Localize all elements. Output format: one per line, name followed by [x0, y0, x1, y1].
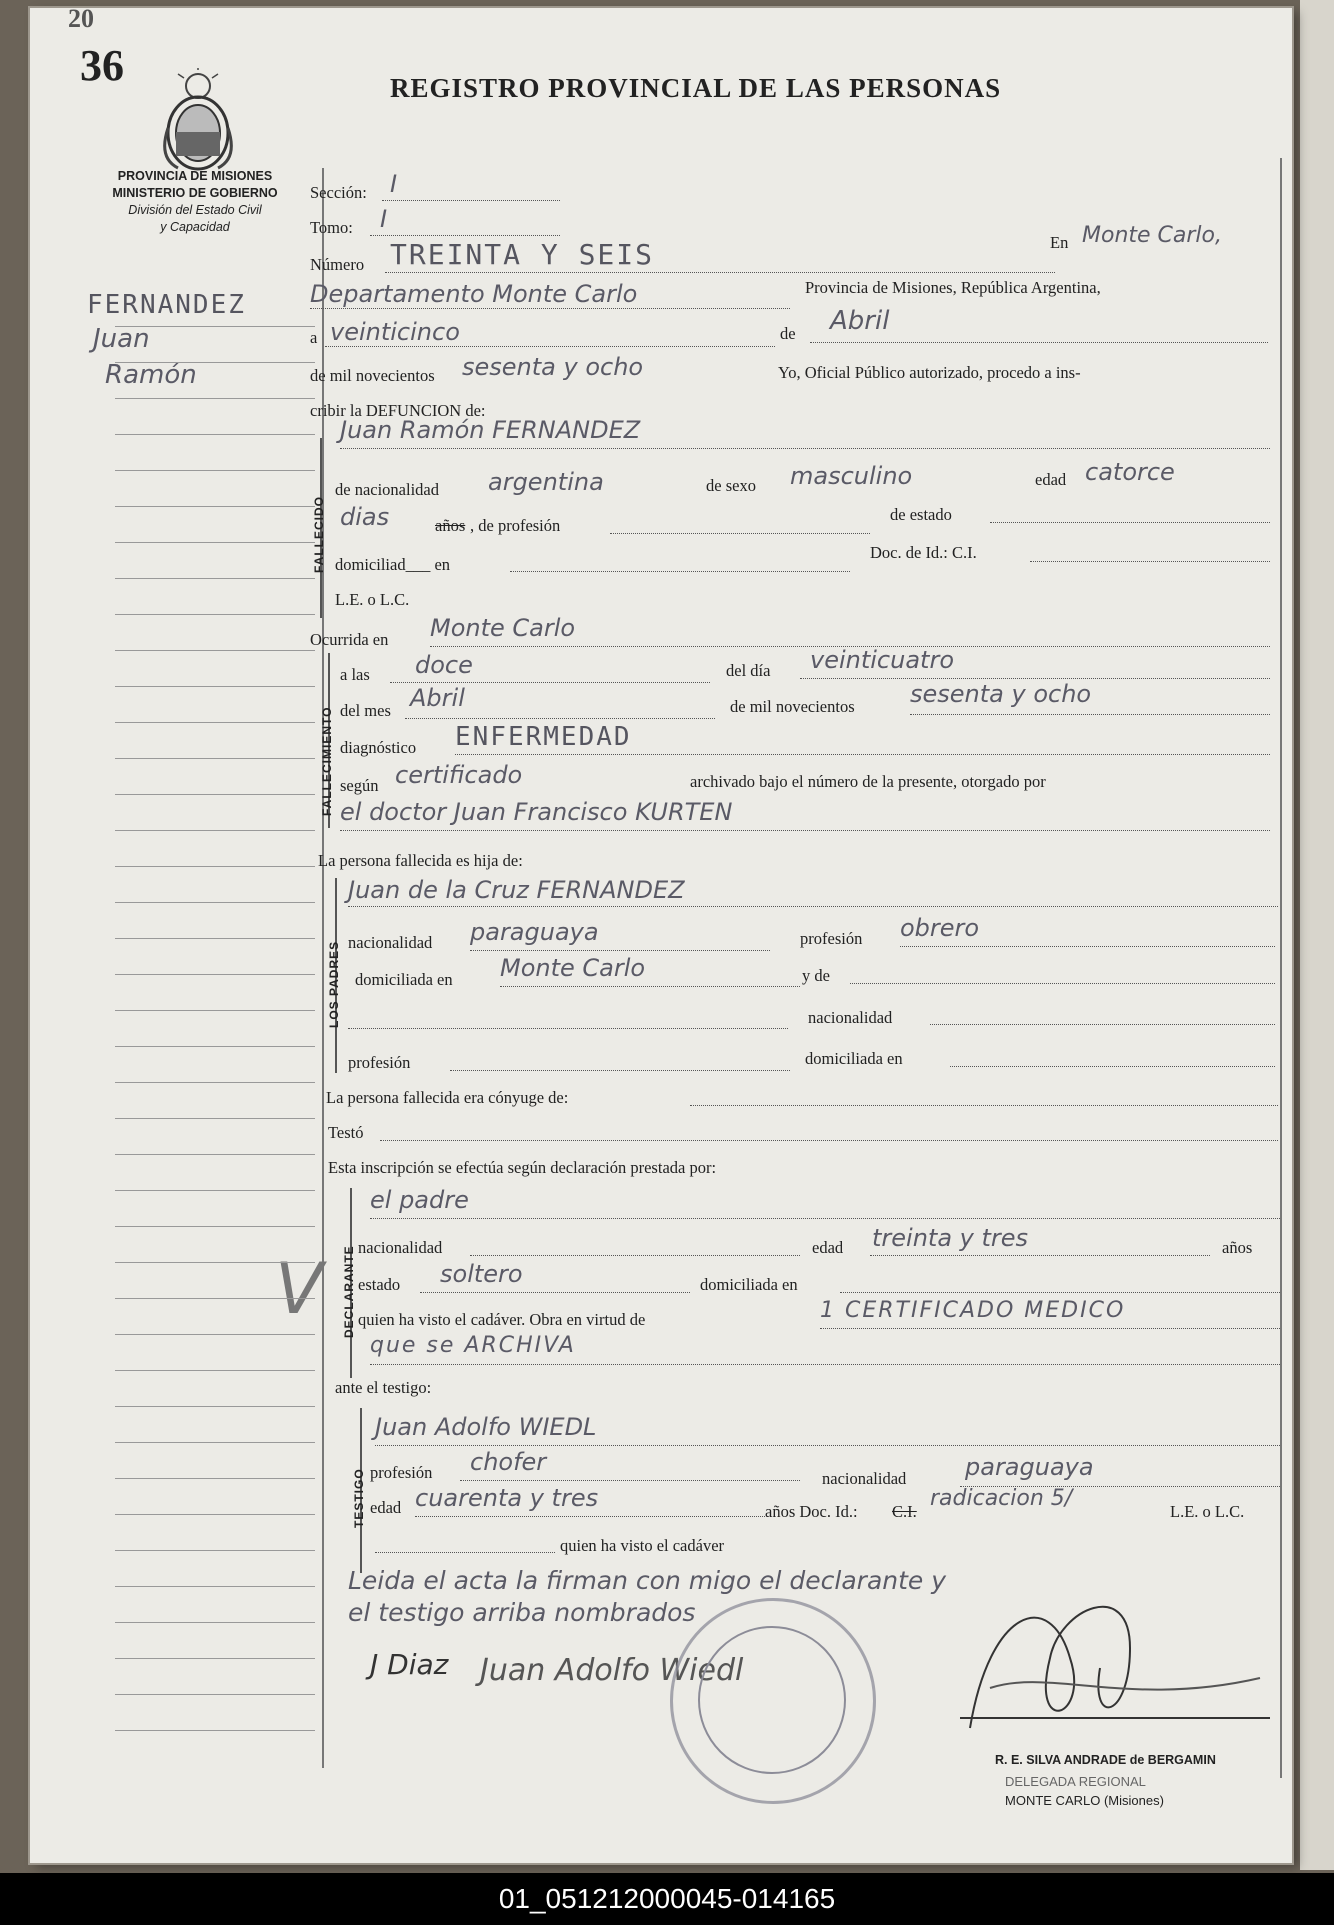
fill-numero — [385, 272, 1055, 273]
value-hora: doce — [415, 651, 473, 679]
fill-testo — [380, 1140, 1278, 1141]
label-t-anos-doc: años Doc. Id.: — [765, 1502, 858, 1521]
side-label-fallecido: FALLECIDO — [312, 496, 326, 573]
label-de-nacionalidad: de nacionalidad — [335, 480, 439, 499]
margin-rule-line — [115, 938, 315, 939]
fill-madre — [850, 983, 1275, 984]
fill-obra-virtud — [820, 1328, 1280, 1329]
value-numero: TREINTA Y SEIS — [390, 238, 655, 271]
margin-rule-line — [115, 902, 315, 903]
margin-rule-line — [115, 1442, 315, 1443]
label-a-las: a las — [340, 665, 370, 684]
fill-tomo — [370, 235, 560, 236]
margin-rule-line — [115, 1370, 315, 1371]
value-padre-profesion: obrero — [900, 914, 980, 942]
margin-rule-line — [115, 1586, 315, 1587]
margin-rule-line — [115, 1730, 315, 1731]
label-nacionalidad2: nacionalidad — [808, 1008, 893, 1027]
image-id-footer: 01_051212000045-014165 — [0, 1873, 1334, 1925]
label-tomo: Tomo: — [310, 218, 353, 237]
fill-conyuge — [690, 1105, 1278, 1106]
label-d-edad: edad — [812, 1238, 844, 1257]
margin-rule-line — [115, 1010, 315, 1011]
label-nacionalidad: nacionalidad — [348, 933, 433, 952]
fill-padre-profesion — [900, 946, 1275, 947]
fill-padre — [348, 906, 1278, 907]
label-segun: según — [340, 776, 379, 795]
margin-rule-line — [115, 1154, 315, 1155]
margin-rule-line — [115, 1514, 315, 1515]
value-en: Monte Carlo, — [1082, 223, 1222, 248]
fill-nombre — [340, 448, 1270, 449]
fill-madre-profesion — [450, 1070, 790, 1071]
label-de-sexo: de sexo — [706, 476, 756, 495]
margin-rule-line — [115, 326, 315, 327]
label-domiciliada-en: domiciliada en — [355, 970, 453, 989]
margin-rule-line — [115, 1622, 315, 1623]
page-number: 36 — [80, 41, 124, 90]
margin-rule-line — [115, 794, 315, 795]
label-conyuge: La persona fallecida era cónyuge de: — [326, 1088, 569, 1107]
margin-rule-line — [115, 1334, 315, 1335]
fill-mes-inscr — [810, 342, 1268, 343]
margin-rule-line — [115, 542, 315, 543]
value-testigo-profesion: chofer — [470, 1448, 547, 1476]
margin-rule-line — [115, 614, 315, 615]
label-inscripcion: Esta inscripción se efectúa según declaración prestada por: — [328, 1158, 717, 1177]
label-d-estado: estado — [358, 1275, 401, 1294]
coat-of-arms-icon — [158, 68, 238, 178]
fill-padre-domicilio — [500, 986, 800, 987]
label-de-estado: de estado — [890, 505, 952, 524]
value-declarante-estado: soltero — [440, 1260, 523, 1288]
margin-rule-line — [115, 1478, 315, 1479]
label-t-le-lc: L.E. o L.C. — [1170, 1502, 1245, 1521]
signature-declarante: J Diaz — [370, 1648, 449, 1681]
label-t-ci: C.I. — [892, 1502, 917, 1521]
label-d-anos: años — [1222, 1238, 1253, 1257]
value-anio-inscr: sesenta y ocho — [462, 353, 644, 381]
value-nombre: Juan Ramón FERNANDEZ — [340, 416, 641, 444]
value-dia: veinticuatro — [810, 646, 954, 674]
value-leida: Leida el acta la firman con migo el declarante y — [348, 1566, 947, 1595]
value-nacionalidad: argentina — [488, 468, 604, 496]
margin-secondname: Ramón — [105, 360, 197, 390]
label-del-mes: del mes — [340, 701, 391, 720]
fill-diagnostico — [455, 754, 1270, 755]
margin-rule-line — [115, 1406, 315, 1407]
label-domiciliado: domiciliad___ en — [335, 555, 451, 574]
label-a: a — [310, 328, 318, 347]
margin-rule-line — [115, 434, 315, 435]
label-de-mil2: de mil novecientos — [730, 697, 855, 716]
ministry-line4: y Capacidad — [160, 220, 230, 234]
label-de: de — [780, 324, 796, 343]
label-yo-oficial: Yo, Oficial Público autorizado, procedo a ins- — [778, 363, 1081, 382]
label-ante-testigo: ante el testigo: — [335, 1378, 432, 1397]
value-testigo: Juan Adolfo WIEDL — [375, 1413, 597, 1441]
label-numero: Número — [310, 255, 365, 274]
fill-d-nacionalidad — [470, 1255, 800, 1256]
value-mes: Abril — [410, 684, 465, 712]
label-le-lc: L.E. o L.C. — [335, 590, 410, 609]
value-obra-virtud: 1 CERTIFICADO MEDICO — [820, 1298, 1126, 1323]
margin-rule-line — [115, 1082, 315, 1083]
label-diagnostico: diagnóstico — [340, 738, 417, 757]
value-leida2: el testigo arriba nombrados — [348, 1598, 696, 1627]
margin-rule-line — [115, 974, 315, 975]
side-label-declarante: DECLARANTE — [342, 1245, 356, 1338]
label-testo: Testó — [328, 1123, 364, 1142]
margin-rule-line — [115, 578, 315, 579]
label-provincia: Provincia de Misiones, República Argentina, — [805, 278, 1101, 297]
label-hija-de: La persona fallecida es hija de: — [318, 851, 523, 870]
right-border — [1280, 158, 1282, 1778]
margin-firstname: Juan — [93, 324, 150, 354]
margin-rule-line — [115, 686, 315, 687]
fill-dia — [800, 678, 1270, 679]
margin-check-mark: V — [275, 1248, 323, 1330]
label-seccion: Sección: — [310, 183, 367, 202]
document-title: REGISTRO PROVINCIAL DE LAS PERSONAS — [390, 73, 1002, 103]
fill-seccion — [382, 200, 560, 201]
label-ocurrida: Ocurrida en — [310, 630, 389, 649]
value-dia-inscr: veinticinco — [330, 318, 460, 346]
value-padre-nacionalidad: paraguaya — [470, 918, 599, 946]
fill-hora — [390, 682, 710, 683]
margin-rule-line — [115, 362, 315, 363]
label-del-dia: del día — [726, 661, 771, 680]
value-padre: Juan de la Cruz FERNANDEZ — [348, 876, 685, 904]
value-obra-virtud2: que se ARCHIVA — [370, 1333, 576, 1358]
label-cribir: cribir la DEFUNCION de: — [310, 401, 486, 420]
label-t-edad: edad — [370, 1498, 402, 1517]
fill-dia-inscr — [325, 346, 775, 347]
margin-rule-line — [115, 866, 315, 867]
value-diagnostico: ENFERMEDAD — [455, 722, 632, 752]
fill-declarante — [370, 1218, 1280, 1219]
fill-testigo — [375, 1445, 1280, 1446]
fill-t-profesion — [460, 1480, 800, 1481]
margin-surname: FERNANDEZ — [87, 290, 246, 320]
label-archivado: archivado bajo el número de la presente, otorgado por — [690, 772, 1046, 791]
fill-profesion — [610, 533, 870, 534]
label-en: En — [1050, 233, 1069, 252]
fill-t-edad — [415, 1516, 765, 1517]
official-seal-inner — [698, 1626, 846, 1774]
fill-madre-nacionalidad — [930, 1024, 1275, 1025]
fill-d-estado — [420, 1292, 690, 1293]
fill-padre-nacionalidad — [470, 950, 770, 951]
old-page-number: 20 — [68, 4, 94, 33]
label-edad: edad — [1035, 470, 1067, 489]
margin-rule-line — [115, 722, 315, 723]
fill-mes — [405, 718, 715, 719]
official-place: MONTE CARLO (Misiones) — [1005, 1793, 1164, 1808]
fill-domicilio — [510, 571, 850, 572]
fill-doctor — [340, 830, 1270, 831]
fill-departamento — [310, 308, 790, 309]
margin-rule-line — [115, 398, 315, 399]
value-padre-domicilio: Monte Carlo — [500, 954, 646, 982]
fill-t-quien — [375, 1552, 555, 1553]
margin-rule-line — [115, 470, 315, 471]
margin-rule-line — [115, 1262, 315, 1263]
value-segun: certificado — [395, 761, 523, 789]
label-doc-id: Doc. de Id.: C.I. — [870, 543, 977, 562]
label-profesion: profesión — [800, 929, 863, 948]
side-label-testigo: TESTIGO — [352, 1468, 366, 1528]
value-anio: sesenta y ocho — [910, 680, 1092, 708]
value-mes-inscr: Abril — [830, 306, 890, 336]
value-testigo-nacionalidad: paraguaya — [965, 1453, 1094, 1481]
label-t-quien: quien ha visto el cadáver — [560, 1536, 725, 1555]
signature-testigo: Juan Adolfo Wiedl — [480, 1653, 744, 1688]
margin-rule-line — [115, 830, 315, 831]
margin-rule-line — [115, 1190, 315, 1191]
value-tomo: I — [380, 205, 388, 233]
label-t-nacionalidad: nacionalidad — [822, 1469, 907, 1488]
value-testigo-edad: cuarenta y tres — [415, 1484, 599, 1512]
official-signature-icon — [930, 1568, 1290, 1758]
label-y-de: y de — [802, 966, 830, 985]
margin-rule-line — [115, 1694, 315, 1695]
margin-rule-line — [115, 1118, 315, 1119]
fill-madre-nombre — [348, 1028, 788, 1029]
label-domiciliada-en2: domiciliada en — [805, 1049, 903, 1068]
value-sexo: masculino — [790, 462, 913, 490]
fill-d-domicilio — [840, 1292, 1280, 1293]
fill-doc-id — [1030, 561, 1270, 562]
margin-rule-line — [115, 1046, 315, 1047]
margin-rule-line — [115, 1550, 315, 1551]
label-t-profesion: profesión — [370, 1463, 433, 1482]
side-label-padres: LOS PADRES — [327, 940, 341, 1028]
official-name: R. E. SILVA ANDRADE de BERGAMIN — [995, 1753, 1216, 1767]
label-quien-visto: quien ha visto el cadáver. Obra en virtud de — [358, 1310, 646, 1329]
value-ocurrida: Monte Carlo — [430, 614, 576, 642]
fill-estado — [990, 522, 1270, 523]
value-doctor: el doctor Juan Francisco KURTEN — [340, 798, 733, 826]
value-testigo-doc: radicacion 5/ — [930, 1486, 1073, 1511]
ministry-line3: División del Estado Civil — [128, 203, 262, 217]
value-declarante-edad: treinta y tres — [872, 1224, 1029, 1252]
margin-rule-line — [115, 650, 315, 651]
margin-rule-line — [115, 1658, 315, 1659]
label-de-profesion: , de profesión — [470, 516, 561, 535]
margin-rule-line — [115, 506, 315, 507]
value-edad-unidad: dias — [340, 503, 390, 531]
side-label-fallecimiento: FALLECIMIENTO — [320, 706, 334, 816]
ministry-line2: MINISTERIO DE GOBIERNO — [112, 186, 278, 200]
fill-obra-virtud2 — [370, 1364, 1280, 1365]
official-title: DELEGADA REGIONAL — [1005, 1774, 1146, 1789]
label-de-mil: de mil novecientos — [310, 366, 435, 385]
adjacent-page-edge — [1300, 0, 1334, 1870]
value-seccion: I — [390, 170, 398, 198]
label-profesion2: profesión — [348, 1053, 411, 1072]
fill-anio — [910, 714, 1270, 715]
document-page — [30, 4, 1292, 1863]
value-declarante: el padre — [370, 1186, 469, 1214]
label-anos-struck: años — [435, 516, 466, 535]
fill-d-edad — [870, 1255, 1210, 1256]
ministry-block — [75, 168, 315, 236]
value-departamento: Departamento Monte Carlo — [310, 280, 638, 308]
margin-rule-line — [115, 1226, 315, 1227]
margin-rule-line — [115, 758, 315, 759]
label-d-domiciliada: domiciliada en — [700, 1275, 798, 1294]
fill-madre-domicilio — [950, 1066, 1275, 1067]
margin-rule-line — [115, 1298, 315, 1299]
ministry-line1: PROVINCIA DE MISIONES — [117, 169, 273, 183]
label-d-nacionalidad: nacionalidad — [358, 1238, 443, 1257]
value-edad: catorce — [1085, 458, 1175, 486]
